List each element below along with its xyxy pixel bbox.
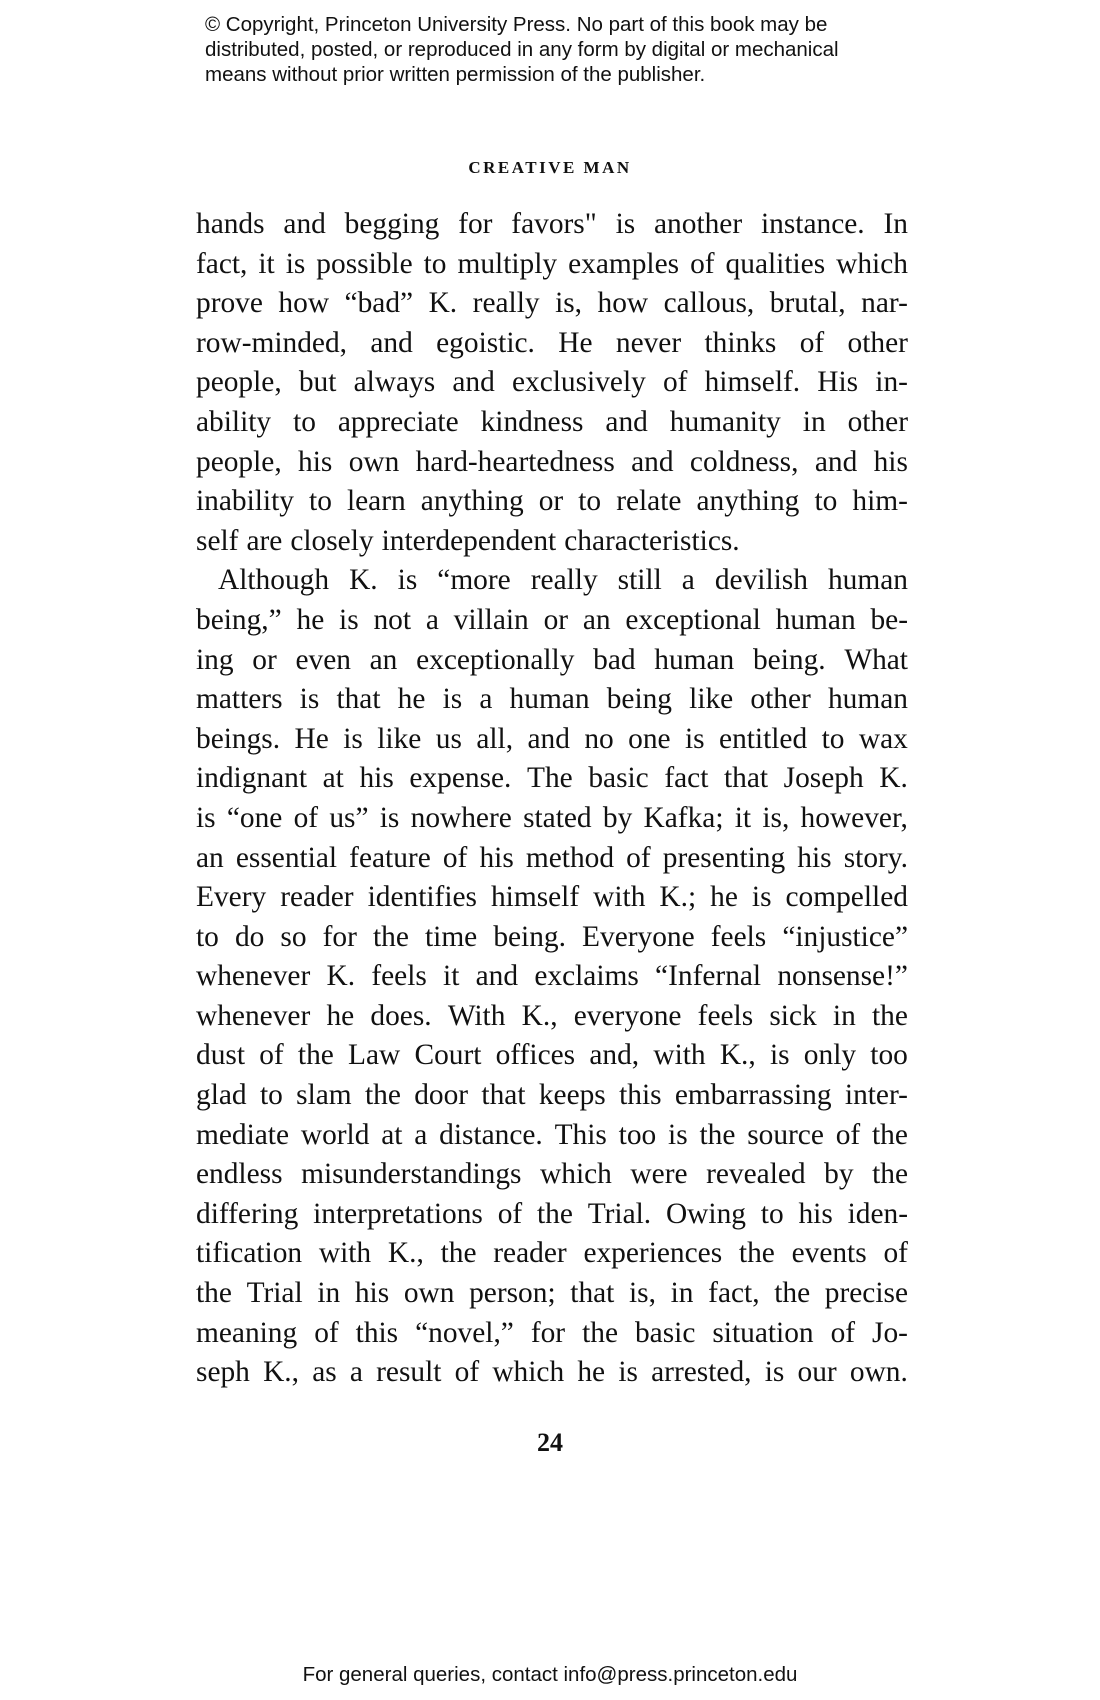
text-line: indignant at his expense. The basic fact that Joseph K.	[196, 762, 908, 795]
page-number: 24	[537, 1428, 563, 1457]
text-line: beings. He is like us all, and no one is entitled to wax	[196, 722, 908, 755]
text-line: is “one of us” is nowhere stated by Kafka; it is, however,	[196, 801, 908, 834]
text-line: meaning of this “novel,” for the basic situation of Jo-	[196, 1316, 908, 1349]
text-line: people, his own hard-heartedness and coldness, and his	[196, 445, 908, 478]
footer-contact: For general queries, contact info@press.princeton.edu	[302, 1663, 798, 1686]
text-line: Every reader identifies himself with K.; he is compelled	[196, 881, 908, 914]
text-line: differing interpretations of the Trial. Owing to his iden-	[196, 1197, 908, 1230]
text-line: people, but always and exclusively of himself. His in-	[196, 366, 908, 399]
text-line: tification with K., the reader experiences the events of	[196, 1237, 908, 1270]
text-line: row-minded, and egoistic. He never thinks of other	[196, 326, 908, 359]
text-line: mediate world at a distance. This too is the source of the	[196, 1118, 908, 1151]
text-line: whenever K. feels it and exclaims “Infernal nonsense!”	[196, 960, 908, 993]
text-line: the Trial in his own person; that is, in fact, the precise	[196, 1277, 908, 1310]
body-text	[196, 205, 908, 1393]
text-line: to do so for the time being. Everyone feels “injustice”	[196, 920, 908, 953]
text-line: inability to learn anything or to relate anything to him-	[196, 485, 908, 518]
text-line: an essential feature of his method of presenting his story.	[196, 841, 908, 874]
text-line: glad to slam the door that keeps this embarrassing inter-	[196, 1079, 908, 1112]
copyright-notice	[205, 12, 925, 87]
copyright-line: © Copyright, Princeton University Press. No part of this book may be	[205, 13, 828, 36]
text-line: prove how “bad” K. really is, how callous, brutal, nar-	[196, 287, 908, 320]
text-line: fact, it is possible to multiply examples of qualities which	[196, 247, 908, 280]
text-line: dust of the Law Court offices and, with K., is only too	[196, 1039, 908, 1072]
text-line: hands and begging for favors" is another instance. In	[196, 208, 908, 240]
text-line: Although K. is “more really still a devilish human	[218, 564, 908, 597]
paragraph	[196, 561, 908, 1392]
copyright-line: means without prior written permission of the publisher.	[205, 63, 706, 86]
text-line: ing or even an exceptionally bad human being. What	[196, 643, 908, 676]
copyright-line: distributed, posted, or reproduced in any form by digital or mechanical	[205, 38, 839, 61]
text-line: whenever he does. With K., everyone feels sick in the	[196, 999, 908, 1032]
running-head: CREATIVE MAN	[468, 158, 632, 177]
text-line: being,” he is not a villain or an exceptional human be-	[196, 603, 908, 636]
paragraph	[196, 205, 908, 561]
text-line: self are closely interdependent characteristics.	[196, 524, 740, 557]
text-line: endless misunderstandings which were revealed by the	[196, 1158, 908, 1191]
text-line: ability to appreciate kindness and humanity in other	[196, 405, 908, 438]
text-line: seph K., as a result of which he is arrested, is our own.	[196, 1356, 908, 1389]
text-line: matters is that he is a human being like other human	[196, 683, 908, 716]
